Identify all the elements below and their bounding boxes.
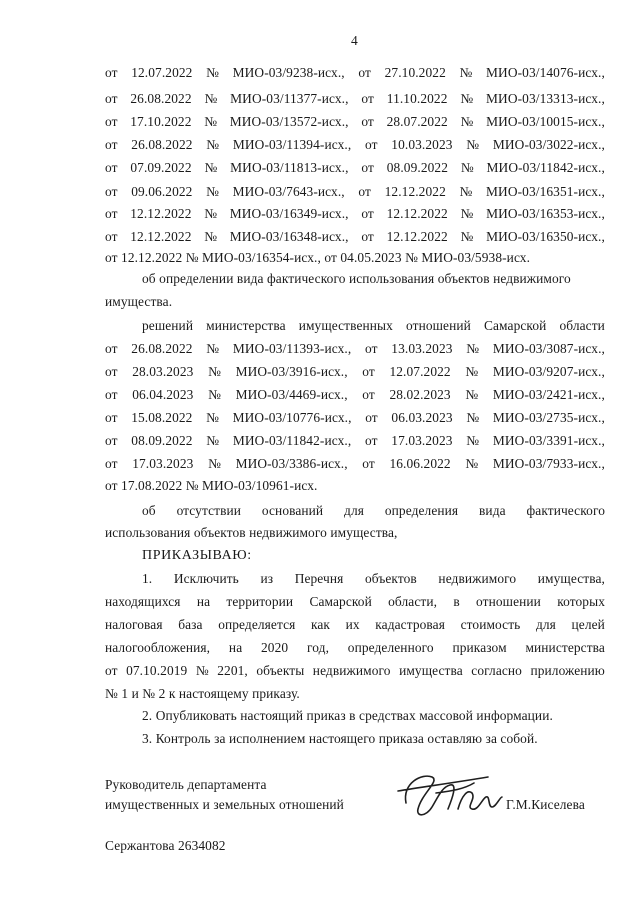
word: отношении <box>476 594 541 609</box>
word: определяется <box>218 617 296 632</box>
list-item <box>105 160 605 176</box>
word: для <box>344 503 365 518</box>
executor-info: Сержантова 2634082 <box>105 838 226 853</box>
list-item <box>105 91 605 107</box>
word: имущества, <box>537 571 605 586</box>
word: МИО-03/11842-исх., <box>486 160 605 175</box>
word: № <box>204 160 218 175</box>
word: МИО-03/16353-исх., <box>486 206 605 221</box>
word: 12.12.2022 <box>384 184 446 199</box>
word: № <box>459 184 473 199</box>
word: МИО-03/3916-исх., <box>235 364 348 379</box>
word: от <box>105 114 118 129</box>
word: от <box>105 456 118 471</box>
list-item <box>105 137 605 153</box>
word: МИО-03/11813-исх., <box>230 160 349 175</box>
word: недвижимого <box>312 663 391 678</box>
word: МИО-03/3386-исх., <box>235 456 348 471</box>
list-item <box>105 341 605 357</box>
word: МИО-03/11842-исх., <box>232 433 352 448</box>
word: МИО-03/11394-исх., <box>232 137 352 152</box>
word: 06.03.2023 <box>391 410 453 425</box>
list-item <box>105 387 605 403</box>
word: вида <box>479 503 506 518</box>
word: № <box>466 137 480 152</box>
word: на <box>228 640 243 655</box>
word: недвижимого <box>438 571 517 586</box>
word: которых <box>557 594 605 609</box>
word: от <box>361 206 374 221</box>
word: 2201, <box>217 663 248 678</box>
word: МИО-03/16350-исх., <box>486 229 605 244</box>
list-item <box>105 184 605 200</box>
word: 12.07.2022 <box>389 364 451 379</box>
word: 12.07.2022 <box>131 65 193 80</box>
word: 10.03.2023 <box>391 137 453 152</box>
word: от <box>105 65 118 80</box>
word: определения <box>384 503 459 518</box>
word: области, <box>388 594 438 609</box>
word: на <box>196 594 211 609</box>
word: МИО-03/16351-исх., <box>486 184 605 199</box>
page-number: 4 <box>351 33 358 48</box>
word: от <box>358 184 371 199</box>
word: целей <box>571 617 605 632</box>
word: от <box>105 137 118 152</box>
word: от <box>105 160 118 175</box>
word: год, <box>306 640 330 655</box>
word: от <box>362 364 375 379</box>
word: от <box>105 206 118 221</box>
word: 12.12.2022 <box>386 229 448 244</box>
word: 27.10.2022 <box>384 65 446 80</box>
word: области <box>559 318 605 333</box>
word: 28.03.2023 <box>132 364 194 379</box>
word: МИО-03/3087-исх., <box>492 341 605 356</box>
word: МИО-03/13572-исх., <box>229 114 349 129</box>
word: налогообложения, <box>105 640 211 655</box>
word: № <box>465 456 479 471</box>
word: 07.09.2022 <box>130 160 192 175</box>
word: Исключить <box>173 571 239 586</box>
list-item <box>105 229 605 245</box>
signer-title-line-1: Руководитель департамента <box>105 777 267 792</box>
word: МИО-03/7933-исх., <box>492 456 605 471</box>
word: № <box>460 160 474 175</box>
word: МИО-03/16349-исх., <box>229 206 349 221</box>
word: МИО-03/2421-исх., <box>492 387 605 402</box>
word: от <box>361 114 374 129</box>
word: фактического <box>526 503 605 518</box>
word: № <box>460 206 474 221</box>
word: № <box>206 410 220 425</box>
word: приказом <box>452 640 507 655</box>
word: МИО-03/2735-исх., <box>492 410 605 425</box>
word: имущественных <box>298 318 393 333</box>
word: 17.03.2023 <box>132 456 194 471</box>
word: в <box>453 594 460 609</box>
word: 12.12.2022 <box>386 206 448 221</box>
word: МИО-03/9238-исх., <box>232 65 345 80</box>
word: отсутствии <box>176 503 242 518</box>
word: от <box>105 229 118 244</box>
word: от <box>365 341 378 356</box>
word: МИО-03/9207-исх., <box>492 364 605 379</box>
order-item-1-line <box>105 640 605 656</box>
word: стоимость <box>460 617 521 632</box>
signer-name: Г.М.Киселева <box>506 797 585 812</box>
word: от <box>365 137 378 152</box>
word: № <box>465 387 479 402</box>
word: № <box>208 364 221 379</box>
word: от <box>362 387 375 402</box>
order-item-3: 3. Контроль за исполнением настоящего приказа оставляю за собой. <box>142 731 538 746</box>
word: объектов <box>364 571 417 586</box>
word: от <box>358 65 371 80</box>
word: территории <box>226 594 294 609</box>
word: решений <box>142 318 194 333</box>
word: МИО-03/11377-исх., <box>230 91 349 106</box>
purpose-paragraph-1-cont: имущества. <box>105 294 173 309</box>
order-item-1-line <box>142 571 605 587</box>
word: № <box>466 410 480 425</box>
order-item-1-last: № 1 и № 2 к настоящему приказу. <box>105 686 300 701</box>
word: 26.08.2022 <box>130 91 192 106</box>
purpose-paragraph-2-cont: использования объектов недвижимого имущества, <box>105 525 398 540</box>
word: от <box>361 91 374 106</box>
word: Перечня <box>294 571 344 586</box>
order-item-1-line <box>105 617 605 633</box>
word: определенного <box>347 640 434 655</box>
word: № <box>204 206 218 221</box>
decisions-heading <box>142 318 605 334</box>
word: оснований <box>261 503 324 518</box>
word: МИО-03/3391-исх., <box>492 433 605 448</box>
word: 08.09.2022 <box>386 160 449 175</box>
word: от <box>362 456 375 471</box>
word: 26.08.2022 <box>131 137 193 152</box>
word: имущества <box>399 663 463 678</box>
word: № <box>206 137 220 152</box>
word: объекты <box>256 663 305 678</box>
word: их <box>345 617 360 632</box>
word: налоговая <box>105 617 163 632</box>
word: 2020 <box>261 640 289 655</box>
word: МИО-03/4469-исх., <box>235 387 348 402</box>
word: № <box>206 433 220 448</box>
order-heading: ПРИКАЗЫВАЮ: <box>142 548 252 563</box>
word: МИО-03/3022-исх., <box>492 137 605 152</box>
list-item-last: от 17.08.2022 № МИО-03/10961-исх. <box>105 478 318 493</box>
word: от <box>361 229 374 244</box>
word: 28.02.2023 <box>389 387 451 402</box>
word: МИО-03/13313-исх., <box>486 91 605 106</box>
word: от <box>105 91 118 106</box>
list-item <box>105 114 605 130</box>
word: 07.10.2019 <box>126 663 188 678</box>
purpose-paragraph-1: об определении вида фактического использования объектов недвижимого <box>142 271 571 286</box>
word: от <box>105 341 118 356</box>
word: № <box>208 387 221 402</box>
word: МИО-03/10015-исх., <box>486 114 605 129</box>
word: от <box>105 433 118 448</box>
word: 26.08.2022 <box>131 341 193 356</box>
word: 17.10.2022 <box>130 114 192 129</box>
word: находящихся <box>105 594 181 609</box>
word: 1. <box>142 571 153 586</box>
list-item <box>105 433 605 449</box>
word: 12.12.2022 <box>130 206 192 221</box>
word: № <box>465 364 479 379</box>
word: № <box>459 65 473 80</box>
word: согласно <box>471 663 522 678</box>
list-item <box>105 364 605 380</box>
list-item <box>105 410 605 426</box>
word: № <box>204 91 218 106</box>
word: от <box>105 364 118 379</box>
word: отношений <box>406 318 471 333</box>
word: от <box>365 433 378 448</box>
word: Самарской <box>483 318 547 333</box>
word: № <box>460 229 474 244</box>
word: № <box>460 114 474 129</box>
word: приложению <box>530 663 605 678</box>
word: 17.03.2023 <box>391 433 453 448</box>
word: от <box>105 663 118 678</box>
word: № <box>195 663 209 678</box>
word: кадастровая <box>375 617 445 632</box>
word: 08.09.2022 <box>131 433 193 448</box>
word: Самарской <box>309 594 372 609</box>
word: 16.06.2022 <box>389 456 451 471</box>
word: об <box>142 503 156 518</box>
list-item-last: от 12.12.2022 № МИО-03/16354-исх., от 04.05.2023 № МИО-03/5938-исх. <box>105 250 531 265</box>
order-item-1-line <box>105 663 605 679</box>
word: № <box>466 433 480 448</box>
word: № <box>206 65 220 80</box>
order-item-1-line <box>105 594 605 610</box>
word: от <box>105 410 118 425</box>
word: МИО-03/16348-исх., <box>229 229 349 244</box>
word: от <box>105 184 118 199</box>
word: МИО-03/11393-исх., <box>232 341 352 356</box>
word: 28.07.2022 <box>386 114 448 129</box>
word: № <box>466 341 480 356</box>
list-item <box>105 206 605 222</box>
word: № <box>460 91 474 106</box>
word: № <box>206 341 220 356</box>
word: как <box>310 617 331 632</box>
word: 12.12.2022 <box>130 229 192 244</box>
order-item-2: 2. Опубликовать настоящий приказ в средствах массовой информации. <box>142 708 553 723</box>
word: для <box>535 617 556 632</box>
word: № <box>206 184 220 199</box>
word: 06.04.2023 <box>132 387 194 402</box>
word: 11.10.2022 <box>386 91 448 106</box>
word: № <box>204 114 218 129</box>
word: от <box>105 387 118 402</box>
purpose-paragraph-2 <box>142 503 605 519</box>
word: № <box>204 229 218 244</box>
word: 15.08.2022 <box>131 410 193 425</box>
list-item <box>105 456 605 472</box>
word: 13.03.2023 <box>391 341 453 356</box>
list-item <box>105 65 605 81</box>
word: из <box>260 571 274 586</box>
signer-title-line-2: имущественных и земельных отношений <box>105 797 344 812</box>
word: от <box>361 160 374 175</box>
word: МИО-03/7643-исх., <box>232 184 345 199</box>
word: министерства <box>525 640 605 655</box>
word: МИО-03/14076-исх., <box>486 65 605 80</box>
word: № <box>208 456 221 471</box>
handwritten-signature <box>392 763 532 823</box>
word: от <box>365 410 378 425</box>
word: база <box>178 617 203 632</box>
word: 09.06.2022 <box>131 184 193 199</box>
word: министерства <box>206 318 286 333</box>
word: МИО-03/10776-исх., <box>232 410 352 425</box>
